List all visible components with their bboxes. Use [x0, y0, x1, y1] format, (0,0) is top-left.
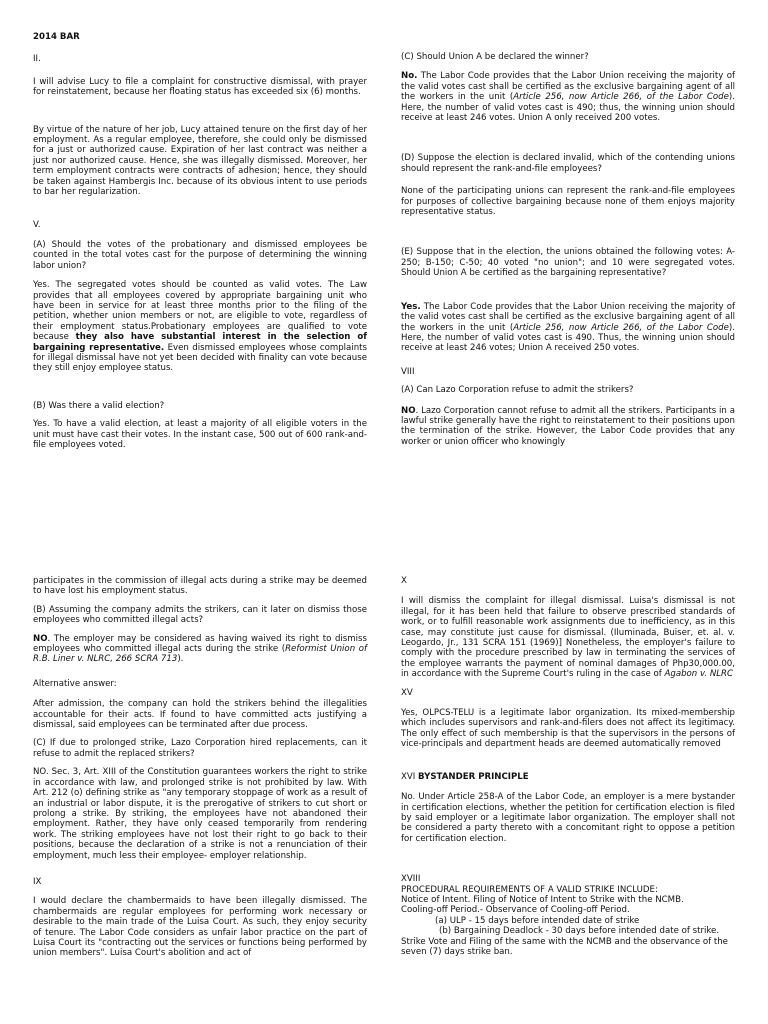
question-v-d: (D) Suppose the election is declared invalid, which of the contending unions should represent the rank-and-file employees?: [401, 153, 735, 174]
notice-of-intent: Notice of Intent. Filing of Notice of Intent to Strike with the NCMB.: [401, 894, 684, 905]
question-v-b: (B) Was there a valid election?: [33, 400, 165, 411]
strike-vote: Strike Vote and Filing of the same with the NCMB and the observance of the seven (7) days strike ban.: [401, 936, 728, 957]
answer-ii-1: I will advise Lucy to file a complaint for constructive dismissal, with prayer for reinstatement, because her floating status has exceeded six (6) months.: [33, 76, 367, 98]
answer-v-e: [401, 302, 735, 354]
answer-ii-2: By virtue of the nature of her job, Lucy attained tenure on the first day of her employment. As a regular employee, therefore, she could only be dismissed for a just or authorized cause. Expiration of her last contract was neither a just nor authorized cause. Hence, she was illegally dismissed. Moreover, her term employment contracts were contracts of adhesion; hence, they should be taken against Hambergis Inc. because of its obvious intent to use periods to bar her regularization.: [33, 124, 367, 198]
alternative-answer-label: Alternative answer:: [33, 678, 117, 689]
answer-v-e-text: The Labor Code provides that the Labor Union receiving the majority of the valid votes cast shall be certified as the exclusive bargaining agent of all the workers in the unit (: [401, 301, 735, 333]
answer-v-e-bold: Yes.: [401, 301, 421, 312]
answer-viii-b-citation: Reformist Union of R.B. Liner v. NLRC, 266 SCRA 713: [33, 644, 367, 665]
page-title: 2014 BAR: [33, 32, 80, 42]
answer-v-c-bold: No.: [401, 71, 418, 82]
answer-v-e-citation: Article 256, now Article 266, of the Labor Code: [513, 322, 729, 333]
question-v-c: (C) Should Union A be declared the winner?: [401, 52, 589, 62]
continued-viii-text: participates in the commission of illegal acts during a strike may be deemed to have lost his employment status.: [33, 576, 367, 597]
answer-viii-b-bold: NO: [33, 633, 48, 644]
question-v-e: (E) Suppose that in the election, the unions obtained the following votes: A-250; B-150; C-50; 40 voted "no union"; and 10 were segregated votes. Should Union A be certified as the bargaining representative?: [401, 247, 735, 279]
answer-x-citation: Agabon v. NLRC: [664, 669, 734, 680]
cooling-off-period: Cooling-off Period.- Observance of Cooling-off Period.: [401, 905, 630, 916]
answer-viii-b-tail: ).: [177, 654, 184, 665]
answer-viii-a-bold: NO: [401, 405, 416, 416]
answer-v-a-tail: Even dismissed employees whose complaints for illegal dismissal have not yet been decided with finality can vote because they still enjoy employee status.: [33, 342, 367, 374]
answer-xvi: No. Under Article 258-A of the Labor Code, an employer is a mere bystander in certification elections, whether the petition for certification election is filed by said employer or a legitimate labor organization. The employer shall not be considered a party thereto with a concomitant right to oppose a petition for certification election.: [401, 792, 735, 844]
question-v-a: (A) Should the votes of the probationary and dismissed employees be counted in the total votes cast for the purpose of determining the winning labor union?: [33, 239, 367, 271]
answer-xv: Yes, OLPCS-TELU is a legitimate labor organization. Its mixed-membership which includes supervisors and rank-and-filers does not affect its legitimacy. The only effect of such membership is that the supervisors in the persons of vice-principals and department heads are deemed automatically removed: [401, 708, 735, 750]
answer-viii-c: NO. Sec. 3, Art. XIII of the Constitution guarantees workers the right to strike in accordance with law, and prolonged strike is not prohibited by law. With Art. 212 (o) defining strike as "any temporary stoppage of work as a result of an industrial or labor dispute, it is the prerogative of strikers to cut short or prolong a strike. By striking, the employees have not abandoned their employment. Rather, they have only ceased temporarily from rendering work. The striking employees have not lost their right to go back to their positions, because the declaration of a strike is not a renunciation of their employment, much less their employee- employer relationship.: [33, 767, 367, 861]
bargaining-deadlock-item: (b) Bargaining Deadlock - 30 days before intended date of strike.: [439, 926, 720, 937]
ulp-item: (a) ULP - 15 days before intended date of strike: [435, 915, 640, 926]
answer-v-d: None of the participating unions can represent the rank-and-file employees for purposes of collective bargaining because none of them enjoys majority representative status.: [401, 186, 735, 218]
answer-v-c: [401, 71, 735, 123]
bystander-principle-title: BYSTANDER PRINCIPLE: [418, 771, 529, 782]
answer-ix: I would declare the chambermaids to have been illegally dismissed. The chambermaids are regular employees for performing work necessary or desirable to the main trade of the Luisa Court. As such, they enjoy security of tenure. The Labor Code considers as unfair labor practice on the part of Luisa Court its "contracting out the services or functions being performed by union members". Luisa Court's abolition and act of: [33, 896, 367, 959]
answer-x: [401, 596, 735, 679]
answer-x-text: I will dismiss the complaint for illegal dismissal. Luisa's dismissal is not illegal, for it has been held that failure to observe prescribed standards of work, or to fulfill reasonable work assignments due to inefficiency, as in this case, may constitute just cause for dismissal. (Iluminada, Buiser, et. al. v. Leogardo, Jr., 131 SCRA 151 (1969)] Nonetheless, the employer's failure to comply with the procedure prescribed by law in terminating the services of the employee warrants the payment of nominal damages of Php30,000.00, in accordance with the Supreme Court's ruling in the case of: [401, 596, 735, 680]
question-viii-a: (A) Can Lazo Corporation refuse to admit the strikers?: [401, 385, 634, 396]
answer-v-a: [33, 280, 367, 374]
question-number-xv: XV: [401, 687, 413, 698]
answer-viii-a: [401, 406, 735, 448]
alternative-answer: After admission, the company can hold the strikers behind the illegalities accountable for their acts. If found to have committed acts justifying a dismissal, said employees can be terminated after due process.: [33, 699, 367, 731]
answer-viii-b-text: . The employer may be considered as having waived its right to dismiss employees who committed illegal acts during the strike (: [33, 633, 367, 655]
question-number-xvi: XVI: [401, 771, 419, 782]
answer-viii-b: [33, 634, 367, 665]
question-number-xviii: XVIII: [401, 874, 421, 885]
question-number-v: V.: [33, 220, 41, 231]
question-xvi-heading: [401, 772, 735, 782]
question-number-ii: II.: [33, 54, 41, 65]
answer-v-c-citation: Article 256, now Article 266, of the Labor Code: [513, 92, 729, 103]
page1-left-column: [33, 32, 367, 459]
question-number-viii: VIII: [401, 366, 415, 377]
strike-requirements-heading: PROCEDURAL REQUIREMENTS OF A VALID STRIKE INCLUDE:: [401, 884, 658, 895]
page1-right-column: [401, 52, 735, 456]
answer-v-c-tail: ). Here, the number of valid votes cast is 490; thus, the winning union should receive at least 246 votes. Union A only received 200 votes.: [401, 92, 735, 124]
question-number-x: X: [401, 576, 407, 586]
question-viii-c: (C) If due to prolonged strike, Lazo Corporation hired replacements, can it refuse to admit the replaced strikers?: [33, 738, 367, 759]
answer-v-a-text: Yes. The segregated votes should be counted as valid votes. The Law provides that all employees covered by appropriate bargaining unit who have been in service for at least three months prior to the filing of the petition, whether union members or not, are eligible to vote, regardless of their employment status.Probationary employees are qualified to vote because: [33, 280, 367, 343]
answer-v-c-text: The Labor Code provides that the Labor Union receiving the majority of the valid votes cast shall be certified as the exclusive bargaining agent of all the workers in the unit (: [401, 71, 735, 103]
question-viii-b: (B) Assuming the company admits the strikers, can it later on dismiss those employees who committed illegal acts?: [33, 604, 367, 626]
page-2: [0, 572, 768, 1024]
answer-v-e-tail: ). Here, the number of valid votes cast is 490. Thus, the winning union should receive at least 246 votes; Union A received 250 votes.: [401, 322, 735, 354]
answer-v-b: Yes. To have a valid election, at least a majority of all eligible voters in the unit must have cast their votes. In the instant case, 500 out of 600 rank-and-file employees voted.: [33, 419, 367, 450]
page2-right-column: [401, 576, 735, 957]
answer-v-a-bold: they also have substantial interest in the selection of bargaining representative.: [33, 332, 367, 353]
answer-viii-a-text: . Lazo Corporation cannot refuse to admit all the strikers. Participants in a lawful strike generally have the right to reinstatement to their positions upon the termination of the strike. However, the Labor Code provides that any worker or union officer who knowingly: [401, 405, 735, 447]
question-number-ix: IX: [33, 876, 42, 887]
page2-left-column: [33, 576, 367, 968]
